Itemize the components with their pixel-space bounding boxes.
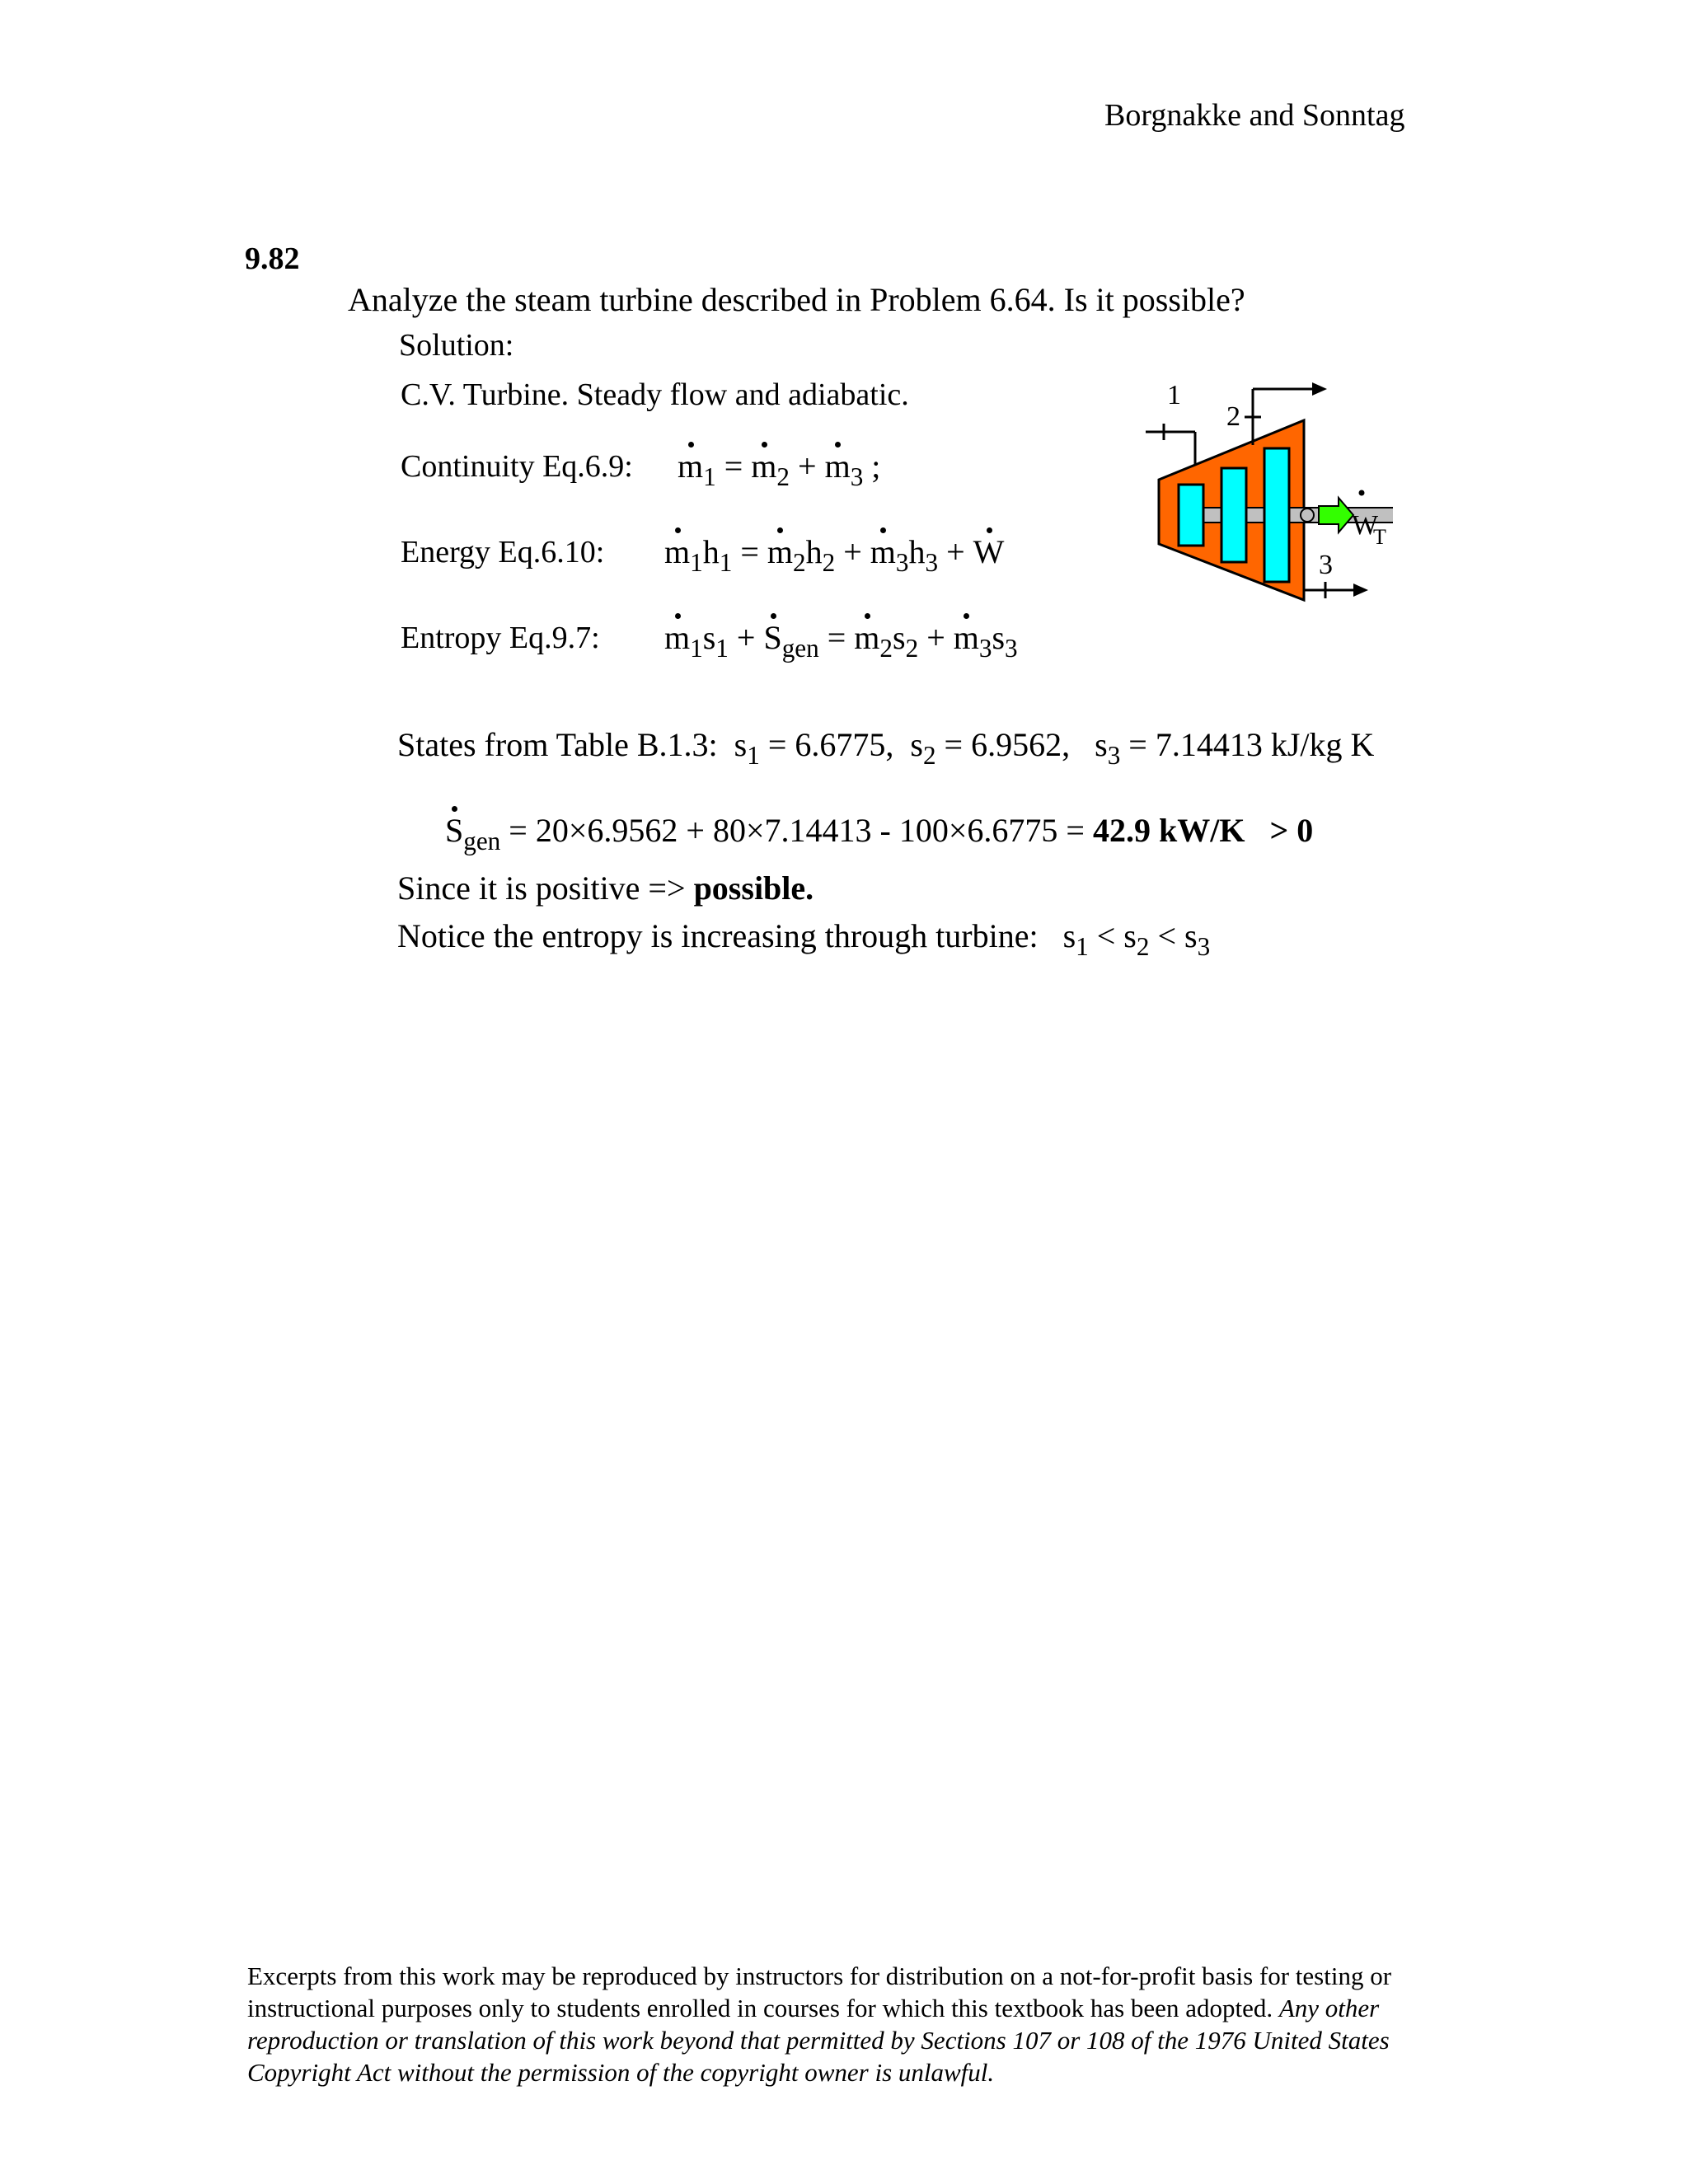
continuity-equation: $m_1 = m_2 + m_3$ ; bbox=[678, 448, 881, 491]
page-header-authors: Borgnakke and Sonntag bbox=[1104, 98, 1405, 133]
work-arrow bbox=[1319, 498, 1353, 532]
label-state-1: 1 bbox=[1167, 380, 1181, 410]
label-state-3: 3 bbox=[1319, 550, 1333, 580]
energy-equation: $m_1h_1 = m_2h_2 + m_3h_3 + W$ bbox=[664, 533, 1005, 577]
blade-stage-3 bbox=[1264, 448, 1289, 582]
conclusion: possible. bbox=[693, 869, 814, 907]
blade-stage-1 bbox=[1179, 485, 1203, 546]
footer-normal-text: Excerpts from this work may be reproduced by instructors for distribution on a not-for-profit basis for testing or instructional purposes only to students enrolled in courses for which this textbook has been adopted. bbox=[247, 1961, 1392, 2022]
since-text: Since it is positive => bbox=[397, 869, 686, 907]
continuity-label: Continuity Eq.6.9: bbox=[401, 449, 633, 484]
problem-question: Analyze the steam turbine described in Problem 6.64. Is it possible? bbox=[348, 281, 1245, 318]
sgen-compare: > 0 bbox=[1269, 812, 1314, 849]
sgen-calculation: $S_{gen} = 20\times 6.9562 + 80\times 7.14413 - 100\times 6.6775 = 42.9$ kW/K > 0 bbox=[445, 812, 1314, 855]
notice-text: Notice the entropy is increasing through turbine: bbox=[397, 917, 1039, 954]
energy-label: Energy Eq.6.10: bbox=[401, 535, 605, 569]
work-dot bbox=[1359, 490, 1365, 496]
blade-stage-2 bbox=[1221, 468, 1246, 562]
turbine-svg bbox=[1096, 363, 1393, 610]
turbine-diagram bbox=[1096, 363, 1393, 610]
sgen-expression: = 20×6.9562 + 80×7.14413 - 100×6.6775 = bbox=[509, 812, 1085, 849]
entropy-equation: $m_1s_1 + S_{gen} = m_2s_2 + m_3s_3$ bbox=[664, 619, 1018, 663]
entropy-label: Entropy Eq.9.7: bbox=[401, 621, 600, 655]
states-line: States from Table B.1.3: $s_1 = 6.6775$, $s_2 = 6.9562$, $s_3 = 7.14413$ kJ/kg K bbox=[397, 726, 1375, 770]
shaft-coupling bbox=[1301, 509, 1314, 522]
since-line bbox=[397, 869, 814, 907]
extraction-arrowhead bbox=[1312, 382, 1327, 396]
s1-value: = 6.6775, bbox=[767, 726, 894, 763]
s3-value: = 7.14413 kJ/kg K bbox=[1128, 726, 1375, 763]
label-work-subscript: T bbox=[1373, 525, 1386, 549]
exhaust-arrowhead bbox=[1353, 583, 1368, 597]
footer-italic-text: Any other reproduction or translation of this work beyond that permitted by Sections 107 or 108 of the 1976 United States Copyright Act without the permission of the copyright owner is unlawful. bbox=[247, 1994, 1390, 2087]
copyright-footer bbox=[247, 1960, 1434, 2088]
s2-value: = 6.9562, bbox=[944, 726, 1071, 763]
label-state-2: 2 bbox=[1226, 401, 1240, 432]
control-volume-statement: C.V. Turbine. Steady flow and adiabatic. bbox=[401, 377, 909, 412]
sgen-value: 42.9 kW/K bbox=[1092, 812, 1245, 849]
solution-title: Solution: bbox=[399, 328, 514, 363]
states-text: States from Table B.1.3: bbox=[397, 726, 718, 763]
notice-line: Notice the entropy is increasing through turbine: $s_1 < s_2 < s_3$ bbox=[397, 917, 1211, 961]
label-work: W bbox=[1352, 510, 1379, 541]
problem-number: 9.82 bbox=[245, 241, 300, 276]
